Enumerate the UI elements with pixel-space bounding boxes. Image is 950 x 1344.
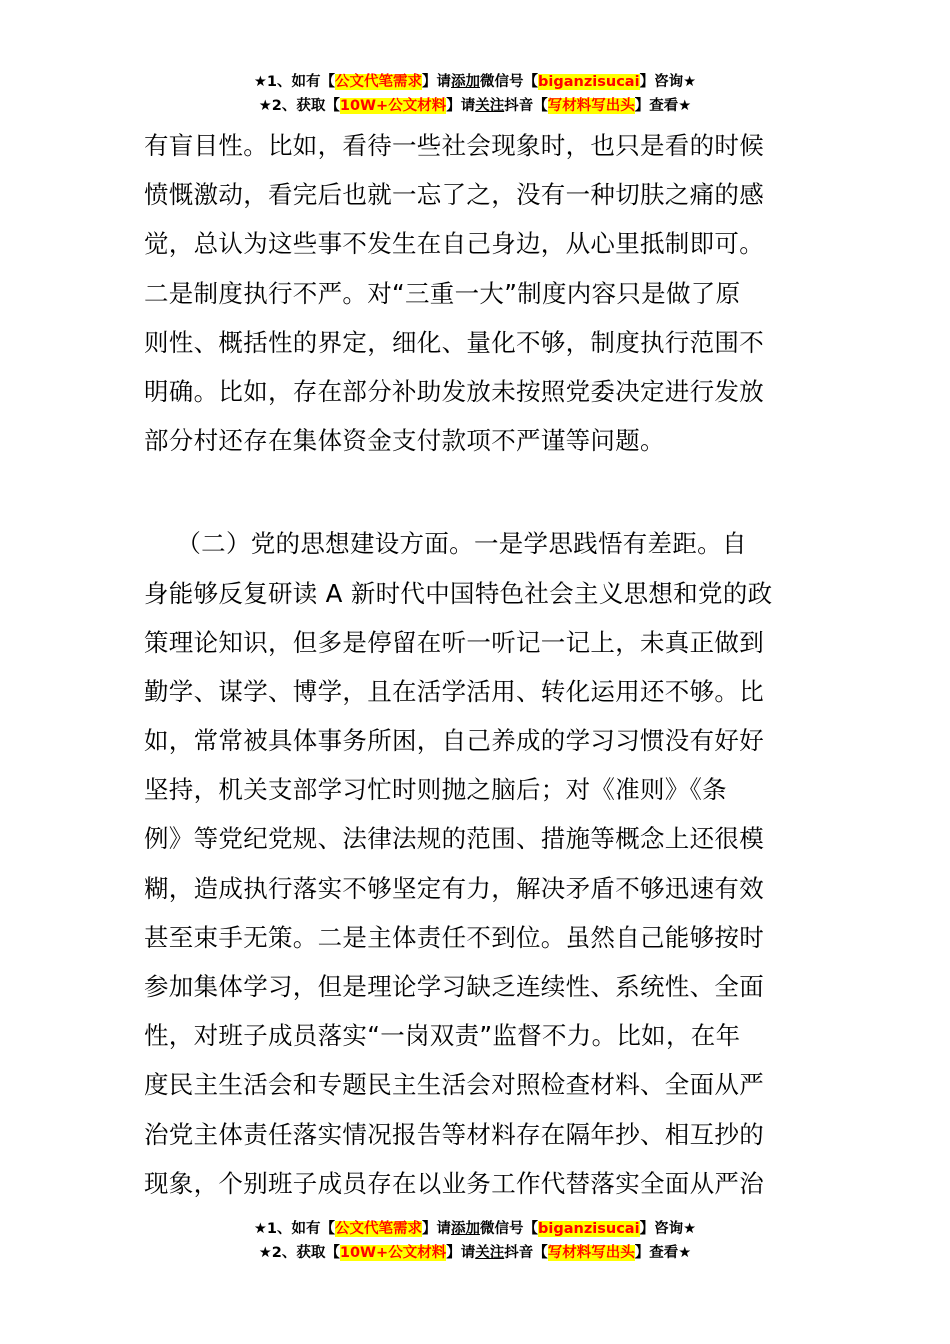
- text-line: 策理论知识，但多是停留在听一听记一记上，未真正做到: [144, 627, 764, 657]
- text-line: 坚持，机关支部学习忙时则抛之脑后；对《准则》《条: [144, 775, 727, 805]
- banner-text: 微信号【: [480, 1221, 539, 1237]
- text-line: 治党主体责任落实情况报告等材料存在隔年抄、相互抄的: [144, 1119, 764, 1149]
- text-line: 例》等党纪党规、法律法规的范围、措施等概念上还很模: [144, 824, 764, 854]
- underlined-text: 关注: [475, 1245, 505, 1261]
- banner-line-2: [0, 94, 950, 118]
- paragraph-gap: [144, 465, 814, 519]
- text-line: 度民主生活会和专题民主生活会对照检查材料、全面从严: [144, 1070, 764, 1100]
- highlight-text: 写材料写出头: [547, 1245, 635, 1261]
- header-banner: [0, 70, 950, 118]
- underlined-text: 关注: [475, 98, 505, 114]
- text-line: 勤学、谋学、博学，且在活学活用、转化运用还不够。比: [144, 676, 764, 706]
- text-line: （二）党的思想建设方面。一是学思践悟有差距。自: [144, 529, 747, 559]
- banner-text: 】请: [422, 74, 452, 90]
- text-line: 身能够反复研读 A 新时代中国特色社会主义思想和党的政: [144, 578, 773, 608]
- text-line: 有盲目性。比如，看待一些社会现象时，也只是看的时候: [144, 131, 764, 160]
- highlight-text: biganzisucai: [538, 1221, 640, 1237]
- banner-text: ★2、获取【: [258, 1245, 340, 1261]
- banner-text: 】查看★: [634, 98, 692, 114]
- banner-text: ★1、如有【: [253, 74, 336, 90]
- underlined-text: 添加: [451, 1221, 481, 1237]
- highlight-text: 公文代笔需求: [335, 1221, 423, 1237]
- underlined-text: 添加: [451, 74, 481, 90]
- highlight-text: 公文代笔需求: [335, 74, 423, 90]
- banner-line-1: [0, 1217, 950, 1241]
- highlight-text: 写材料写出头: [547, 98, 635, 114]
- highlight-text: biganzisucai: [538, 74, 640, 90]
- banner-text: ★1、如有【: [253, 1221, 336, 1237]
- banner-text: 】咨询★: [639, 74, 697, 90]
- document-body: [144, 121, 814, 1208]
- footer-banner: [0, 1217, 950, 1265]
- banner-text: ★2、获取【: [258, 98, 340, 114]
- banner-line-1: [0, 70, 950, 94]
- banner-line-2: [0, 1241, 950, 1265]
- banner-text: 】请: [422, 1221, 452, 1237]
- text-line: 二是制度执行不严。对“三重一大”制度内容只是做了原: [144, 278, 741, 308]
- text-line: 参加集体学习，但是理论学习缺乏连续性、系统性、全面: [144, 972, 764, 1001]
- banner-text: 微信号【: [480, 74, 539, 90]
- text-line: 明确。比如，存在部分补助发放未按照党委决定进行发放: [144, 376, 764, 406]
- banner-text: 】查看★: [634, 1245, 692, 1261]
- text-line: 性，对班子成员落实“一岗双责”监督不力。比如，在年: [144, 1021, 741, 1051]
- banner-text: 】咨询★: [639, 1221, 697, 1237]
- banner-text: 抖音【: [504, 1245, 548, 1261]
- text-line: 则性、概括性的界定，细化、量化不够，制度执行范围不: [144, 327, 764, 357]
- banner-text: 】请: [446, 1245, 476, 1261]
- banner-text: 】请: [446, 98, 476, 114]
- highlight-text: 10W+公文材料: [339, 1245, 447, 1261]
- banner-text: 抖音【: [504, 98, 548, 114]
- text-line: 现象，个别班子成员存在以业务工作代替落实全面从严治: [144, 1168, 764, 1198]
- text-line: 糊，造成执行落实不够坚定有力，解决矛盾不够迅速有效: [144, 873, 764, 903]
- text-line: 甚至束手无策。二是主体责任不到位。虽然自己能够按时: [144, 922, 764, 952]
- text-line: 觉，总认为这些事不发生在自己身边，从心里抵制即可。: [144, 229, 764, 259]
- text-line: 如，常常被具体事务所困，自己养成的学习习惯没有好好: [144, 726, 764, 756]
- text-line: 部分村还存在集体资金支付款项不严谨等问题。: [144, 426, 665, 456]
- text-line: 愤慨激动，看完后也就一忘了之，没有一种切肤之痛的感: [144, 180, 764, 210]
- highlight-text: 10W+公文材料: [339, 98, 447, 114]
